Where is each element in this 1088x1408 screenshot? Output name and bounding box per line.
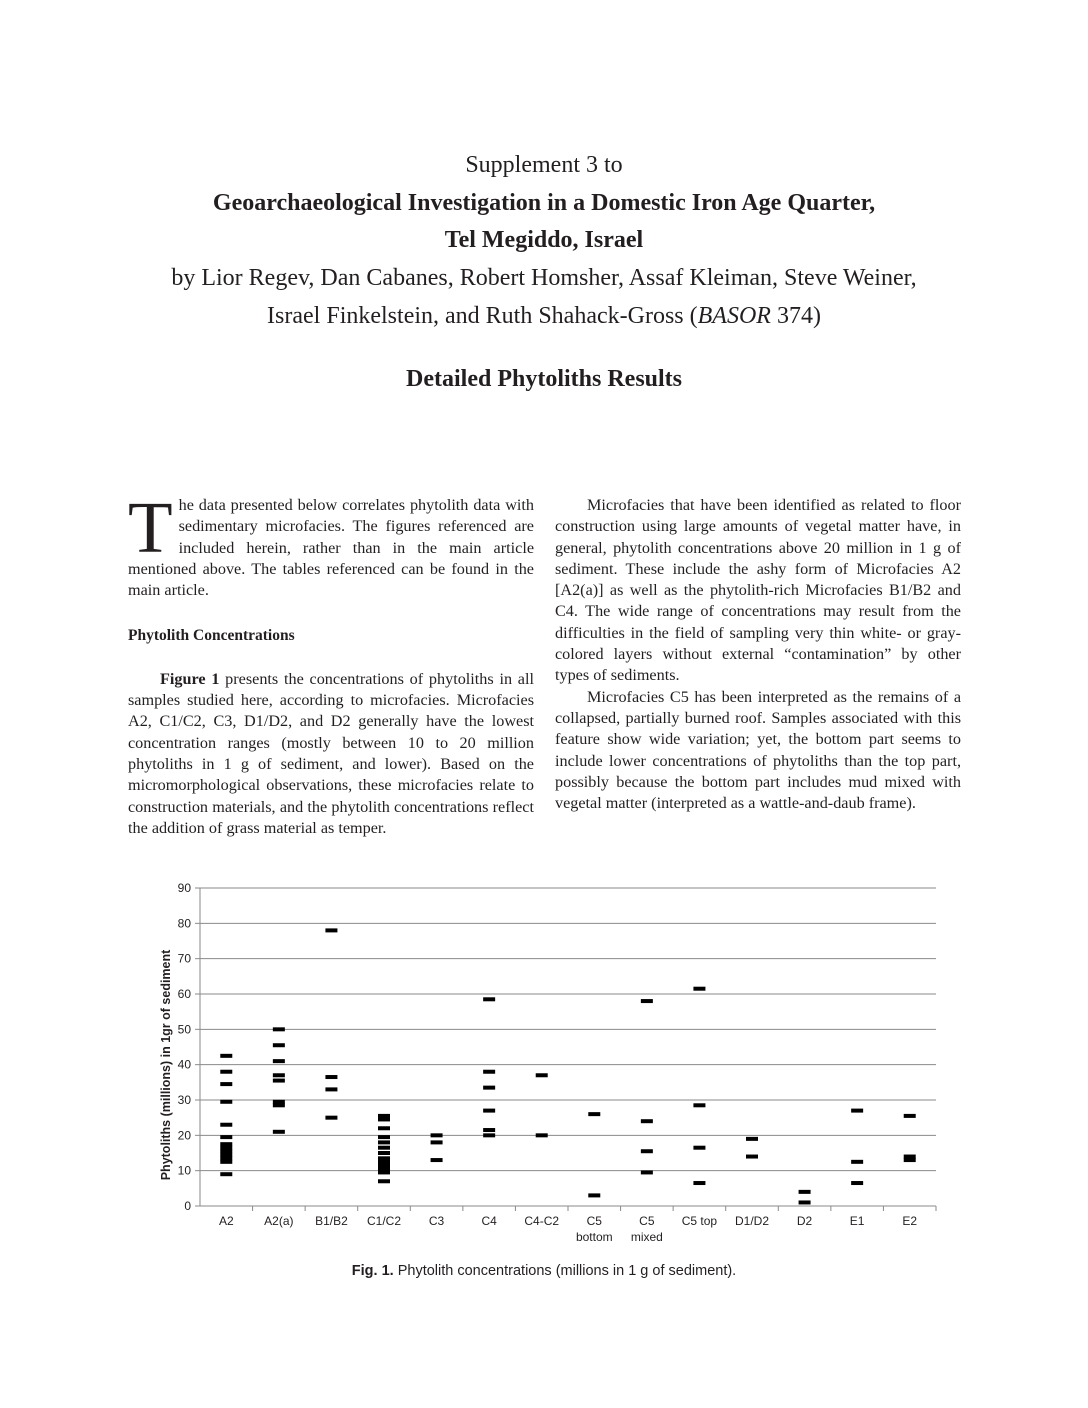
data-point <box>325 1087 337 1091</box>
data-point <box>273 1103 285 1107</box>
y-tick-label: 20 <box>177 1128 191 1143</box>
data-point <box>220 1135 232 1139</box>
authors-line-2-issue: 374) <box>770 303 821 329</box>
figure-paragraph-text: presents the concentrations of phytoliths in all samples studied here, according to microfacies. Microfacies A2, C1/C2, C3, D1/D2, and D2 generally have the lowest concentration ranges (mostly between 10 to 20 million phytoliths in 1 g of sediment, and lower). Based on the micromorphological observations, these microfacies relate to construction materials, and the phytolith concentrations reflect the addition of grass material as temper. <box>128 669 534 837</box>
roof-paragraph: Microfacies C5 has been interpreted as the remains of a collapsed, partially burned roof. Samples associated with this feature show wide variation; yet, the bottom part seems to include lower concentrations of phytoliths than the top part, possibly because the bottom part includes mud mixed with vegetal matter (interpreted as a wattle-and-daub frame). <box>555 687 961 813</box>
data-point <box>431 1133 443 1137</box>
y-tick-label: 0 <box>184 1199 191 1213</box>
x-tick-label: bottom <box>575 1230 613 1244</box>
x-tick-label: C3 <box>428 1214 445 1228</box>
authors-line-1: by Lior Regev, Dan Cabanes, Robert Homsher, Assaf Kleiman, Steve Weiner, <box>171 265 917 291</box>
drop-cap: T <box>128 487 173 568</box>
data-point <box>799 1190 811 1194</box>
y-tick-label: 70 <box>177 951 191 966</box>
data-point <box>378 1126 390 1130</box>
x-tick-label: C1/C2 <box>366 1214 402 1228</box>
data-point <box>378 1140 390 1144</box>
data-point <box>378 1160 390 1164</box>
data-point <box>220 1070 232 1074</box>
data-point <box>483 997 495 1001</box>
data-point <box>431 1158 443 1162</box>
data-point <box>325 928 337 932</box>
data-point <box>483 1128 495 1132</box>
data-point <box>273 1130 285 1134</box>
x-tick-label: C5 top <box>681 1214 718 1228</box>
data-point <box>220 1160 232 1164</box>
y-axis-label: Phytoliths (millions) in 1gr of sediment <box>159 949 173 1181</box>
data-point <box>641 1149 653 1153</box>
data-point <box>220 1172 232 1176</box>
data-point <box>220 1123 232 1127</box>
data-points <box>220 928 915 1204</box>
data-point <box>273 1100 285 1104</box>
data-point <box>273 1027 285 1031</box>
x-tick-label: C5 <box>639 1214 655 1228</box>
data-point <box>641 1119 653 1123</box>
data-point <box>378 1179 390 1183</box>
data-point <box>378 1170 390 1174</box>
data-point <box>378 1135 390 1139</box>
x-tick-label: B1/B2 <box>315 1214 348 1228</box>
data-point <box>641 999 653 1003</box>
x-tick-label: E1 <box>849 1214 865 1228</box>
data-point <box>904 1158 916 1162</box>
data-point <box>851 1160 863 1164</box>
data-point <box>273 1059 285 1063</box>
data-point <box>746 1155 758 1159</box>
phytolith-chart <box>150 876 950 1256</box>
data-point <box>273 1073 285 1077</box>
supplement-heading: Supplement 3 to <box>465 152 623 178</box>
data-point <box>483 1086 495 1090</box>
data-point <box>378 1167 390 1171</box>
x-tick-label: C4-C2 <box>524 1214 560 1228</box>
data-point <box>220 1156 232 1160</box>
data-point <box>904 1114 916 1118</box>
x-tick-label: D2 <box>796 1214 813 1228</box>
data-point <box>273 1043 285 1047</box>
x-tick-label: D1/D2 <box>734 1214 770 1228</box>
authors-line-2-text: Israel Finkelstein, and Ruth Shahack-Gross ( <box>267 303 698 329</box>
y-tick-label: 30 <box>177 1093 191 1107</box>
data-point <box>536 1133 548 1137</box>
data-point <box>378 1163 390 1167</box>
data-point <box>378 1146 390 1150</box>
data-point <box>378 1151 390 1155</box>
authors-line-2 <box>0 303 1088 330</box>
figure-paragraph <box>128 669 534 839</box>
y-tick-label: 50 <box>177 1022 191 1037</box>
data-point <box>378 1156 390 1160</box>
y-tick-labels <box>178 881 192 1213</box>
data-point <box>220 1149 232 1153</box>
data-point <box>220 1082 232 1086</box>
x-tick-label: A2 <box>218 1214 234 1228</box>
data-point <box>220 1054 232 1058</box>
data-point <box>378 1117 390 1121</box>
y-tick-label: 80 <box>177 916 191 931</box>
intro-text: he data presented below correlates phytolith data with sedimentary microfacies. The figures referenced are included herein, rather than in the main article mentioned above. The tables referenced can be found in the main article. <box>128 496 534 600</box>
data-point <box>693 1181 705 1185</box>
x-tick-label: E2 <box>902 1214 918 1228</box>
data-point <box>483 1109 495 1113</box>
data-point <box>693 987 705 991</box>
article-title-line-1: Geoarchaeological Investigation in a Domestic Iron Age Quarter, <box>212 190 876 216</box>
section-title: Detailed Phytoliths Results <box>406 366 682 392</box>
data-point <box>273 1079 285 1083</box>
data-point <box>325 1116 337 1120</box>
y-tick-label: 60 <box>177 987 191 1001</box>
y-tick-label: 40 <box>177 1057 191 1072</box>
intro-paragraph <box>128 487 534 601</box>
data-point <box>588 1112 600 1116</box>
article-title-line-2: Tel Megiddo, Israel <box>444 227 644 253</box>
data-point <box>851 1181 863 1185</box>
journal-name: BASOR <box>697 303 771 329</box>
data-point <box>220 1146 232 1150</box>
caption-text: Phytolith concentrations (millions in 1 g of sediment). <box>393 1263 737 1279</box>
caption-label: Fig. 1. <box>351 1263 394 1279</box>
left-column <box>128 487 534 839</box>
figure-reference: Figure 1 <box>160 669 220 688</box>
y-tick-label: 10 <box>177 1163 191 1178</box>
data-point <box>483 1133 495 1137</box>
data-point <box>693 1146 705 1150</box>
axes <box>195 888 936 1211</box>
data-point <box>220 1100 232 1104</box>
data-point <box>378 1114 390 1118</box>
data-point <box>693 1103 705 1107</box>
data-point <box>325 1075 337 1079</box>
right-column <box>555 495 961 814</box>
data-point <box>431 1140 443 1144</box>
data-point <box>220 1153 232 1157</box>
data-point <box>588 1193 600 1197</box>
data-point <box>799 1200 811 1204</box>
floor-paragraph: Microfacies that have been identified as related to floor construction using large amounts of vegetal matter have, in general, phytolith concentrations above 20 million in 1 g of sediment. These include the ashy form of Microfacies A2 [A2(a)] as well as the phytolith-rich Microfacies B1/B2 and C4. The wide range of concentrations may result from the difficulties in the field of sampling very thin white- or gray-colored layers without external “contamination” by other types of sediments. <box>555 496 961 685</box>
data-point <box>851 1109 863 1113</box>
x-tick-label: C5 <box>586 1214 602 1228</box>
data-point <box>220 1142 232 1146</box>
data-point <box>904 1155 916 1159</box>
figure-caption <box>0 1263 1088 1279</box>
x-tick-label: A2(a) <box>264 1214 294 1228</box>
gridlines <box>200 888 936 1171</box>
x-tick-label: mixed <box>630 1230 663 1244</box>
data-point <box>536 1073 548 1077</box>
data-point <box>641 1170 653 1174</box>
y-tick-label: 90 <box>177 881 191 895</box>
subheading: Phytolith Concentrations <box>128 627 295 645</box>
data-point <box>746 1137 758 1141</box>
x-tick-labels <box>219 1214 917 1244</box>
data-point <box>483 1070 495 1074</box>
x-tick-label: C4 <box>481 1214 497 1228</box>
